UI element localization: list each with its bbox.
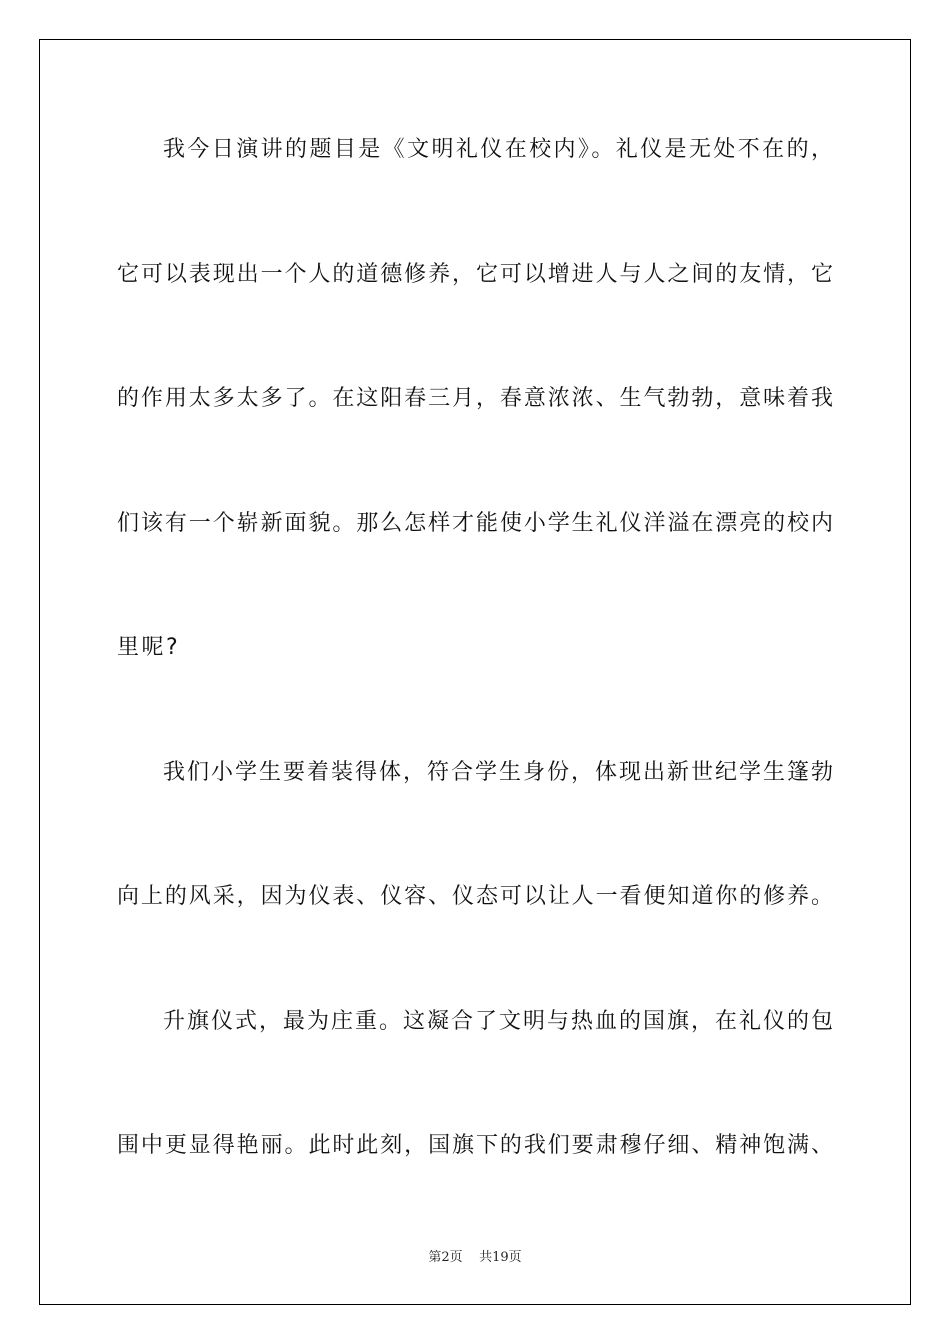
paragraph-1-line-5: 里呢? (117, 635, 181, 660)
paragraph-2-line-1: 我们小学生要着装得体，符合学生身份，体现出新世纪学生篷勃 (163, 760, 833, 785)
paragraph-3-line-1: 升旗仪式，最为庄重。这凝合了文明与热血的国旗，在礼仪的包 (163, 1009, 833, 1034)
paragraph-1-line-4: 们该有一个崭新面貌。那么怎样才能使小学生礼仪洋溢在漂亮的校内 (117, 511, 833, 536)
paragraph-1-line-1: 我今日演讲的题目是《文明礼仪在校内》。礼仪是无处不在的， (163, 137, 833, 162)
paragraph-1-line-2: 它可以表现出一个人的道德修养，它可以增进人与人之间的友情，它 (117, 262, 833, 287)
page-border (39, 39, 911, 1305)
page-number: 第2页 (428, 1250, 463, 1265)
paragraph-1-line-3: 的作用太多太多了。在这阳春三月，春意浓浓、生气勃勃，意味着我 (117, 386, 833, 411)
page-total: 共19页 (479, 1250, 522, 1265)
paragraph-2-line-2: 向上的风采，因为仪表、仪容、仪态可以让人一看便知道你的修养。 (117, 884, 833, 909)
paragraph-3-line-2: 围中更显得艳丽。此时此刻，国旗下的我们要肃穆仔细、精神饱满、 (117, 1133, 833, 1158)
page-footer (0, 1246, 950, 1265)
